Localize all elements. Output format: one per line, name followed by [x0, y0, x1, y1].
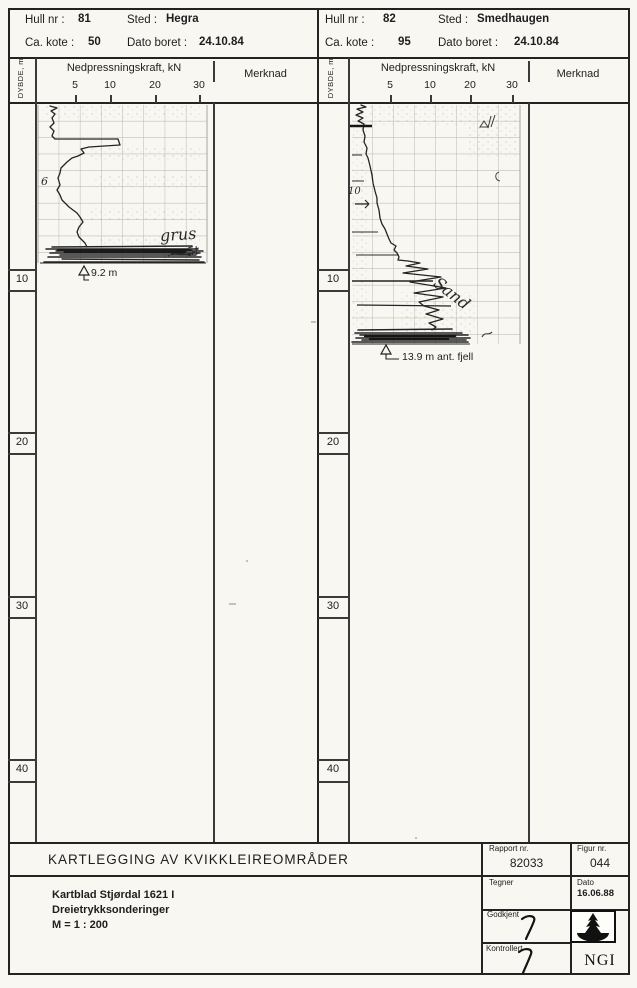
hull-nr-value: 81	[78, 13, 91, 25]
stop-depth-annotation: 13.9 m ant. fjell	[402, 351, 474, 363]
kote-value: 95	[398, 36, 411, 48]
kote-label: Ca. kote :	[325, 37, 375, 49]
sted-label: Sted :	[438, 14, 469, 26]
force-tick-label: 30	[193, 79, 205, 91]
force-tick-label: 10	[104, 79, 116, 91]
stop-depth-marker-icon	[79, 266, 89, 275]
dato-boret-value: 24.10.84	[199, 36, 244, 48]
depth-tick-label: 10	[326, 273, 340, 285]
report-title: KARTLEGGING AV KVIKKLEIREOMRÅDER	[48, 852, 349, 867]
force-tick-label: 5	[387, 79, 393, 91]
figur-nr-label: Figur nr.	[577, 844, 607, 853]
dato-boret-value: 24.10.84	[514, 36, 559, 48]
handwritten-scribble-note: 5t	[185, 242, 201, 260]
stray-specks	[229, 322, 316, 604]
hull-nr-label: Hull nr :	[25, 14, 65, 26]
hull-nr-value: 82	[383, 13, 396, 25]
kontrollert-label: Kontrollert	[486, 944, 523, 953]
scale-line: M = 1 : 200	[52, 919, 108, 931]
force-tick-label: 10	[424, 79, 436, 91]
ngi-logo	[571, 911, 615, 942]
stop-depth-leader	[386, 354, 399, 359]
dato-boret-label: Dato boret :	[127, 37, 188, 49]
rapport-nr-value: 82033	[509, 856, 544, 870]
stop-depth-annotation: 9.2 m	[91, 267, 118, 279]
sted-label: Sted :	[127, 14, 158, 26]
merknad-column-header: Merknad	[556, 68, 600, 80]
stop-depth-marker-icon	[381, 345, 391, 354]
depth-tick-label: 10	[15, 273, 29, 285]
method-line: Dreietrykksonderinger	[52, 904, 170, 916]
godkjent-label: Godkjent	[487, 910, 520, 919]
depth-tick-label: 30	[326, 600, 340, 612]
dato-value: 16.06.88	[577, 888, 614, 899]
stray-dot	[415, 837, 417, 839]
depth-tick-label: 40	[15, 763, 29, 775]
force-tick-label: 20	[149, 79, 161, 91]
force-tick-label: 20	[464, 79, 476, 91]
force-column-header: Nedpressningskraft, kN	[380, 62, 496, 74]
dato-label: Dato	[577, 878, 594, 887]
handwritten-soil-note: Sand	[429, 273, 474, 314]
sted-value: Smedhaugen	[477, 13, 550, 25]
refusal-scribble-left-heavy	[58, 250, 190, 252]
ngi-logo-text: NGI	[584, 952, 616, 969]
handwritten-value-mark: 10	[348, 186, 361, 197]
tegner-label: Tegner	[489, 878, 514, 887]
depth-axis-label: DYBDE, m	[15, 58, 25, 99]
kote-value: 50	[88, 36, 101, 48]
force-tick-label: 30	[506, 79, 518, 91]
hull-nr-label: Hull nr :	[325, 14, 365, 26]
kote-label: Ca. kote :	[25, 37, 75, 49]
rapport-nr-label: Rapport nr.	[489, 844, 529, 853]
dato-boret-label: Dato boret :	[438, 37, 499, 49]
handwritten-soil-note: grus	[159, 223, 198, 246]
depth-tick-label: 30	[15, 600, 29, 612]
godkjent-signature	[522, 916, 534, 939]
depth-tick-label: 20	[15, 436, 29, 448]
depth-tick-label: 40	[326, 763, 340, 775]
merknad-column-header: Merknad	[244, 68, 287, 80]
sted-value: Hegra	[166, 13, 199, 25]
depth-axis-label: DYBDE, m	[325, 58, 335, 99]
kartblad-line: Kartblad Stjørdal 1621 I	[52, 889, 175, 901]
figur-nr-value: 044	[589, 856, 611, 870]
depth-tick-label: 20	[326, 436, 340, 448]
force-tick-label: 5	[72, 79, 78, 91]
handwritten-value-mark: 6	[41, 175, 48, 188]
stray-dot	[246, 560, 248, 562]
stop-depth-leader	[84, 275, 89, 280]
force-column-header: Nedpressningskraft, kN	[66, 62, 182, 74]
